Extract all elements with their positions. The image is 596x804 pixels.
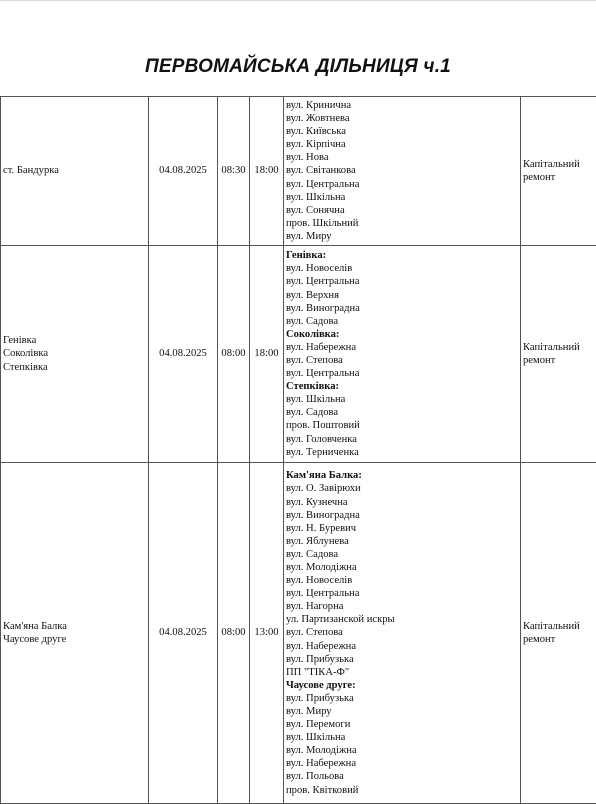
street-item: вул. Центральна bbox=[286, 587, 518, 600]
work-type-cell: Капітальний ремонт bbox=[521, 246, 596, 463]
street-item: вул. Садова bbox=[286, 406, 518, 419]
location-cell bbox=[1, 97, 149, 246]
street-item: вул. Шкільна bbox=[286, 393, 518, 406]
street-item: вул. Прибузька bbox=[286, 653, 518, 666]
settlement-name: Кам'яна Балка bbox=[3, 620, 146, 633]
settlement-name: ст. Бандурка bbox=[3, 164, 146, 177]
street-item: вул. Верхня bbox=[286, 289, 518, 302]
settlement-heading: Генівка: bbox=[286, 249, 518, 262]
street-item: вул. Нова bbox=[286, 151, 518, 164]
street-item: вул. Жовтнева bbox=[286, 112, 518, 125]
street-item: пров. Шкільний bbox=[286, 217, 518, 230]
street-item: вул. Кірпічна bbox=[286, 138, 518, 151]
street-item: вул. Київська bbox=[286, 125, 518, 138]
settlement-heading: Соколівка: bbox=[286, 328, 518, 341]
street-item: вул. Головченка bbox=[286, 433, 518, 446]
street-item: ПП "ТІКА-Ф" bbox=[286, 666, 518, 679]
street-item: вул. Шкільна bbox=[286, 191, 518, 204]
street-item: вул. Світанкова bbox=[286, 164, 518, 177]
street-item: вул. Кузнечна bbox=[286, 496, 518, 509]
street-item: вул. Сонячна bbox=[286, 204, 518, 217]
street-item: вул. Центральна bbox=[286, 275, 518, 288]
street-item: вул. Перемоги bbox=[286, 718, 518, 731]
end-time-cell: 13:00 bbox=[250, 463, 284, 804]
street-item: вул. Новоселів bbox=[286, 574, 518, 587]
settlement-name: Степківка bbox=[3, 361, 146, 374]
street-item: вул. Степова bbox=[286, 626, 518, 639]
settlement-heading: Чаусове друге: bbox=[286, 679, 518, 692]
page-title: ПЕРВОМАЙСЬКА ДІЛЬНИЦЯ ч.1 bbox=[0, 56, 596, 78]
date-cell: 04.08.2025 bbox=[149, 97, 218, 246]
street-item: ул. Партизанской искры bbox=[286, 613, 518, 626]
street-item: вул. Польова bbox=[286, 770, 518, 783]
date-cell: 04.08.2025 bbox=[149, 463, 218, 804]
street-item: вул. Садова bbox=[286, 548, 518, 561]
street-item: вул. Степова bbox=[286, 354, 518, 367]
street-item: вул. Миру bbox=[286, 705, 518, 718]
street-item: вул. Набережна bbox=[286, 341, 518, 354]
table-row bbox=[1, 463, 596, 804]
location-cell bbox=[1, 246, 149, 463]
street-item: вул. Виноградна bbox=[286, 302, 518, 315]
street-item: вул. Н. Буревич bbox=[286, 522, 518, 535]
settlement-name: Чаусове друге bbox=[3, 633, 146, 646]
street-item: вул. Виноградна bbox=[286, 509, 518, 522]
street-item: вул. Новоселів bbox=[286, 262, 518, 275]
street-item: вул. Терниченка bbox=[286, 446, 518, 459]
street-item: вул. Центральна bbox=[286, 367, 518, 380]
street-item: вул. Нагорна bbox=[286, 600, 518, 613]
start-time-cell: 08:30 bbox=[218, 97, 250, 246]
settlement-name: Соколівка bbox=[3, 347, 146, 360]
street-item: вул. Яблунева bbox=[286, 535, 518, 548]
street-item: пров. Поштовий bbox=[286, 419, 518, 432]
schedule-rows bbox=[1, 97, 596, 804]
outage-schedule-table bbox=[0, 96, 596, 804]
streets-cell bbox=[284, 97, 521, 246]
table-row bbox=[1, 246, 596, 463]
street-item: вул. Миру bbox=[286, 230, 518, 243]
street-item: вул. О. Завірюхи bbox=[286, 482, 518, 495]
street-item: вул. Молодіжна bbox=[286, 744, 518, 757]
settlement-heading: Степківка: bbox=[286, 380, 518, 393]
street-item: вул. Набережна bbox=[286, 640, 518, 653]
settlement-name: Генівка bbox=[3, 334, 146, 347]
streets-cell bbox=[284, 246, 521, 463]
date-cell: 04.08.2025 bbox=[149, 246, 218, 463]
street-item: вул. Центральна bbox=[286, 178, 518, 191]
streets-cell bbox=[284, 463, 521, 804]
location-cell bbox=[1, 463, 149, 804]
settlement-heading: Кам'яна Балка: bbox=[286, 469, 518, 482]
start-time-cell: 08:00 bbox=[218, 463, 250, 804]
street-item: пров. Квітковий bbox=[286, 784, 518, 797]
table-row bbox=[1, 97, 596, 246]
page-top-edge bbox=[0, 0, 596, 5]
end-time-cell: 18:00 bbox=[250, 97, 284, 246]
start-time-cell: 08:00 bbox=[218, 246, 250, 463]
street-item: вул. Набережна bbox=[286, 757, 518, 770]
street-item: вул. Прибузька bbox=[286, 692, 518, 705]
work-type-cell: Капітальний ремонт bbox=[521, 463, 596, 804]
end-time-cell: 18:00 bbox=[250, 246, 284, 463]
street-item: вул. Садова bbox=[286, 315, 518, 328]
work-type-cell: Капітальний ремонт bbox=[521, 97, 596, 246]
street-item: вул. Шкільна bbox=[286, 731, 518, 744]
street-item: вул. Кринична bbox=[286, 99, 518, 112]
street-item: вул. Молодіжна bbox=[286, 561, 518, 574]
